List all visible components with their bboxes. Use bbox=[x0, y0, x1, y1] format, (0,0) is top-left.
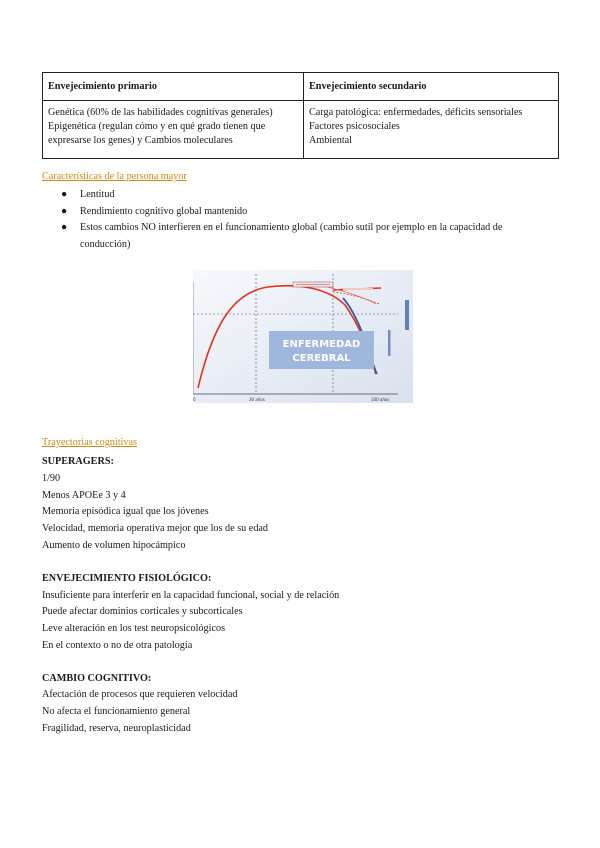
cell-line: Carga patológica: enfermedades, déficits sensoriales bbox=[309, 107, 523, 118]
fisiologico-item: En el contexto o no de otra patología bbox=[42, 640, 193, 651]
cell-line: Epigenética (regulan cómo y en qué grado tienen que bbox=[48, 121, 266, 133]
cell-line: Factores psicosociales bbox=[309, 121, 400, 133]
overlay-text-line2: CEREBRAL bbox=[292, 353, 351, 364]
bullet-dot: ● bbox=[61, 205, 68, 217]
fisiologico-item: Leve alteración en los test neuropsicológicos bbox=[42, 623, 226, 634]
superagers-item: Aumento de volumen hipocámpico bbox=[42, 540, 186, 551]
cell-line: expresarse los genes) y Cambios moleculares bbox=[48, 135, 233, 147]
list-item bbox=[42, 187, 542, 204]
list-item-text: Lentitud bbox=[80, 189, 115, 200]
fisiologico-item: Insuficiente para interferir en la capacidad funcional, social y de relación bbox=[42, 590, 340, 601]
overlay-text-line1: ENFERMEDAD bbox=[282, 339, 361, 350]
section-heading-caracteristicas[interactable]: Características de la persona mayor bbox=[42, 171, 187, 182]
superagers-item: Memoria episódica igual que los jóvenes bbox=[42, 506, 209, 517]
x-tick-label: 100 años bbox=[371, 397, 390, 402]
cell-line: Genética (60% de las habilidades cognitivas generales) bbox=[48, 107, 273, 118]
list-item bbox=[42, 220, 542, 253]
superagers-item: Velocidad, memoria operativa mejor que los de su edad bbox=[42, 523, 269, 534]
cell-line: Ambiental bbox=[309, 135, 353, 147]
characteristics-list bbox=[42, 187, 542, 253]
superagers-item: Menos APOEe 3 y 4 bbox=[42, 490, 126, 501]
cambio-item: Afectación de procesos que requieren velocidad bbox=[42, 689, 238, 700]
table-header-secondary: Envejecimiento secundario bbox=[304, 73, 559, 101]
aging-comparison-table bbox=[42, 72, 559, 159]
list-item-text: Estos cambios NO interfieren en el funcionamiento global (cambio sutil por ejemplo en la capacidad de conducción) bbox=[80, 222, 503, 250]
bullet-dot: ● bbox=[61, 189, 68, 200]
cambio-item: Fragilidad, reserva, neuroplasticidad bbox=[42, 723, 191, 734]
list-item bbox=[42, 204, 542, 221]
vertical-label-bar bbox=[405, 300, 409, 330]
cognitive-trajectory-figure bbox=[193, 270, 413, 403]
section-heading-trayectorias[interactable]: Trayectorias cognitivas bbox=[42, 437, 137, 448]
cambio-title: CAMBIO COGNITIVO: bbox=[42, 673, 152, 684]
superagers-item: 1/90 bbox=[42, 473, 61, 484]
list-item-text: Rendimiento cognitivo global mantenido bbox=[80, 205, 248, 217]
fisiologico-item: Puede afectar dominios corticales y subcorticales bbox=[42, 606, 243, 617]
superagers-title: SUPERAGERS: bbox=[42, 456, 114, 467]
cambio-item: No afecta el funcionamiento general bbox=[42, 706, 191, 717]
x-tick-label: 0 bbox=[193, 397, 196, 402]
table-cell-secondary bbox=[304, 101, 559, 159]
annotation-mark bbox=[343, 288, 373, 290]
x-tick-label: 30 años bbox=[249, 397, 265, 402]
vertical-label-bar-small bbox=[388, 330, 391, 356]
bullet-dot: ● bbox=[61, 222, 68, 233]
table-header-primary: Envejecimiento primario bbox=[43, 73, 304, 101]
table-cell-primary bbox=[43, 101, 304, 159]
fisiologico-title: ENVEJECIMIENTO FISIOLÓGICO: bbox=[42, 573, 212, 584]
